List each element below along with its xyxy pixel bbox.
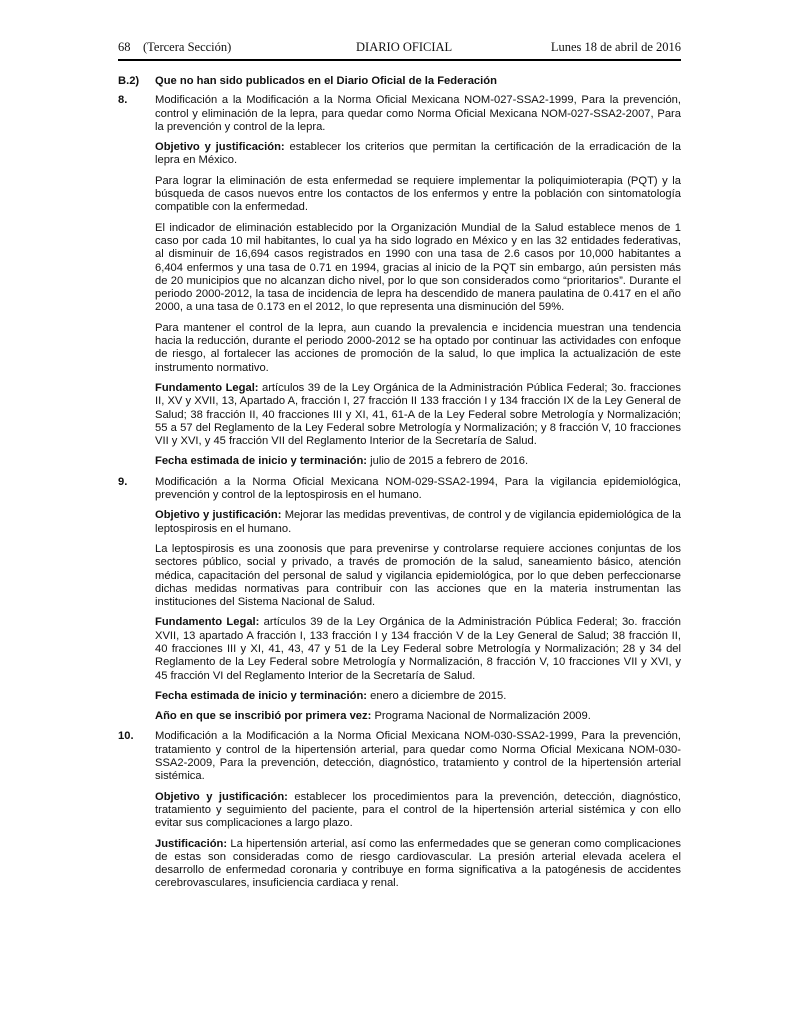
list-item bbox=[118, 730, 681, 890]
publication-name: DIARIO OFICIAL bbox=[356, 40, 453, 54]
item-heading bbox=[118, 476, 681, 503]
paragraph-text: artículos 39 de la Ley Orgánica de la Administración Pública Federal; 3o. fracción XVII, 13 apartado A fracción I, 133 fracción I y 134 fracción V de la Ley General de Salud; 38 fracción II, 40 fracciones III y XI, 41, 43, 47 y 51 de la Ley Federal sobre Metrología y Normalización; 28 y 34 del Reglamento de la Ley Federal sobre Metrología y Normalización, 8 fracción V, 10 fracciones VII y XVI, y 45 fracción VI del Reglamento Interior de la Secretaría de Salud. bbox=[155, 616, 681, 682]
item-number: 9. bbox=[118, 475, 128, 488]
item-paragraph bbox=[155, 322, 681, 375]
item-heading bbox=[118, 730, 681, 783]
list-item bbox=[118, 94, 681, 468]
document-page bbox=[118, 40, 681, 898]
page-number-section: 68 (Tercera Sección) bbox=[118, 40, 232, 54]
paragraph-text: establecer los procedimientos para la prevención, detección, diagnóstico, tratamiento y seguimiento del paciente, para el control de la hipertensión arterial sistémica y con ello evitar sus complicaciones a largo plazo. bbox=[155, 790, 681, 830]
item-title: Modificación a la Modificación a la Norma Oficial Mexicana NOM-027-SSA2-1999, Para la prevención, control y eliminación de la lepra, para quedar como Norma Oficial Mexicana NOM-027-SSA2-2007, Para la prevención y control de la lepra. bbox=[155, 94, 681, 133]
paragraph-label: Fundamento Legal: bbox=[155, 381, 259, 394]
item-number: 10. bbox=[118, 730, 134, 743]
item-paragraph bbox=[155, 382, 681, 448]
item-paragraph bbox=[155, 509, 681, 536]
paragraph-label: Justificación: bbox=[155, 837, 228, 850]
paragraph-label: Objetivo y justificación: bbox=[155, 509, 282, 522]
item-paragraph bbox=[155, 791, 681, 831]
paragraph-label: Año en que se inscribió por primera vez: bbox=[155, 710, 372, 723]
section-code: B.2) bbox=[118, 75, 140, 87]
section-title: Que no han sido publicados en el Diario Oficial de la Federación bbox=[155, 75, 497, 87]
item-paragraph bbox=[155, 455, 681, 468]
section-heading bbox=[118, 75, 681, 88]
items-list bbox=[118, 94, 681, 890]
item-paragraph bbox=[155, 616, 681, 682]
paragraph-label: Objetivo y justificación: bbox=[155, 790, 288, 803]
paragraph-text: La leptospirosis es una zoonosis que para prevenirse y controlarse requiere acciones conjuntas de los sectores público, social y privado, a través de promoción de la salud, saneamiento básico, atención médica, capacitación del personal de salud y vigilancia epidemiológica, por lo que deben perfeccionarse dichas medidas normativas para contribuir con las acciones que en la materia instrumentan las instituciones del Sistema Nacional de Salud. bbox=[155, 542, 681, 609]
item-paragraph bbox=[155, 141, 681, 168]
paragraph-label: Objetivo y justificación: bbox=[155, 141, 285, 154]
paragraph-text: julio de 2015 a febrero de 2016. bbox=[367, 455, 529, 468]
item-paragraph bbox=[155, 690, 681, 703]
item-paragraph bbox=[155, 175, 681, 215]
item-title: Modificación a la Norma Oficial Mexicana NOM-029-SSA2-1994, Para la vigilancia epidemiológica, prevención y control de la leptospirosis en el humano. bbox=[155, 475, 681, 502]
paragraph-label: Fecha estimada de inicio y terminación: bbox=[155, 455, 368, 468]
paragraph-text: artículos 39 de la Ley Orgánica de la Administración Pública Federal; 3o. fracciones II, XV y XVII, 13, Apartado A, fracción I, 27 fracción II 133 fracción I y 134 fracción IX de la Ley General de Salud; 38 fracción II, 40 fracciones III y XI, 41, 61-A de la Ley Federal sobre Metrología y Normalización; 55 a 57 del Reglamento de la Ley Federal sobre Metrología y Normalización; y 8 fracción V, 10 fracciones VII y XVI, y 45 fracción VII del Reglamento Interior de la Secretaría de Salud. bbox=[155, 381, 681, 448]
item-paragraph bbox=[155, 543, 681, 609]
paragraph-text: Mejorar las medidas preventivas, de control y de vigilancia epidemiológica de la leptospirosis en el humano. bbox=[155, 509, 681, 535]
paragraph-text: La hipertensión arterial, así como las enfermedades que se generan como complicaciones de estas son consideradas como de riesgo cardiovascular. La presión arterial elevada acelera el desarrollo de enfermedad coronaria y contribuye en forma significativa a la patogénesis de accidentes cerebrovasculares, insuficiencia cardiaca y renal. bbox=[155, 837, 681, 890]
document-body bbox=[118, 75, 681, 891]
paragraph-text: enero a diciembre de 2015. bbox=[367, 689, 507, 702]
paragraph-label: Fundamento Legal: bbox=[155, 616, 260, 629]
publication-date: Lunes 18 de abril de 2016 bbox=[550, 40, 681, 54]
paragraph-text: El indicador de eliminación establecido por la Organización Mundial de la Salud establece menos de 1 caso por cada 10 mil habitantes, lo cual ya ha sido logrado en México y en las 32 entidades federativas, al disminuir de 16,694 casos registrados en 1990 con una tasa de 2.6 casos por 10,000 habitantes a 6,404 enfermos y una tasa de 0.71 en 1994, gracias al inicio de la PQT sin embargo, aún persisten más de 20 municipios que no alcanzan dicho nivel, por lo que son considerados como “prioritarios”. Durante el periodo 2000-2012, la tasa de incidencia de lepra ha descendido de manera paulatina de 0.417 en el año 2000, a una tasa de 0.173 en el 2012, lo que representa una disminución del 59%. bbox=[155, 221, 681, 314]
paragraph-text: Para lograr la eliminación de esta enfermedad se requiere implementar la poliquimioterapia (PQT) y la búsqueda de casos nuevos entre los contactos de los enfermos y entre la población con sintomatología compatible con la enfermedad. bbox=[155, 174, 681, 214]
paragraph-text: Programa Nacional de Normalización 2009. bbox=[371, 710, 591, 723]
item-title: Modificación a la Modificación a la Norma Oficial Mexicana NOM-030-SSA2-1999, Para la prevención, tratamiento y control de la hipertensión arterial, para quedar como Norma Oficial Mexicana NOM-030-SSA2-2009, Para la prevención, detección, diagnóstico, tratamiento y control de la hipertensión arterial sistémica. bbox=[155, 730, 681, 783]
item-paragraph bbox=[155, 838, 681, 891]
paragraph-label: Fecha estimada de inicio y terminación: bbox=[155, 689, 368, 702]
item-number: 8. bbox=[118, 94, 128, 107]
page-header bbox=[118, 40, 681, 58]
item-heading bbox=[118, 94, 681, 134]
list-item bbox=[118, 476, 681, 724]
item-paragraph bbox=[155, 710, 681, 723]
paragraph-text: Para mantener el control de la lepra, aun cuando la prevalencia e incidencia muestran una tendencia hacia la reducción, durante el periodo 2000-2012 se ha optado por continuar las actividades con enfoque de riesgo, al fortalecer las acciones de promoción de la salud, lo que implica la actualización de este instrumento normativo. bbox=[155, 321, 681, 374]
header-rule bbox=[118, 59, 681, 61]
item-paragraph bbox=[155, 222, 681, 315]
paragraph-text: establecer los criterios que permitan la certificación de la erradicación de la lepra en México. bbox=[155, 141, 681, 167]
